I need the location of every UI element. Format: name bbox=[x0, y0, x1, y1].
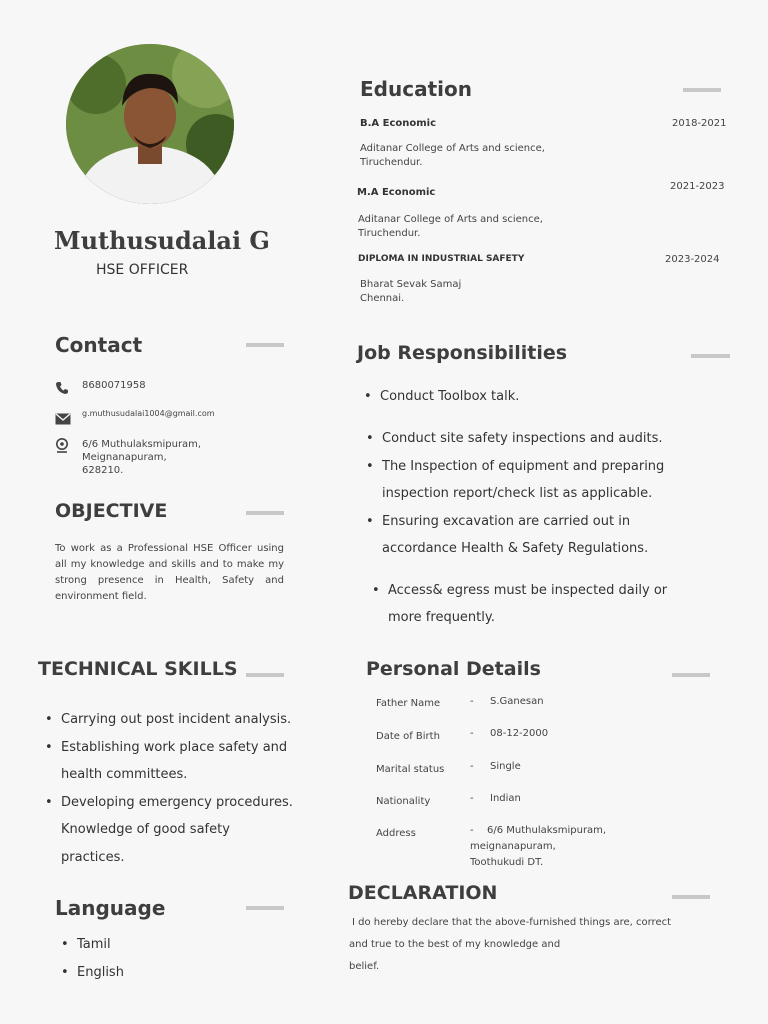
location-pin-icon bbox=[55, 438, 69, 458]
education-degree: M.A Economic bbox=[357, 187, 436, 198]
education-location: Tiruchendur. bbox=[358, 228, 421, 239]
contact-heading: Contact bbox=[55, 333, 143, 357]
personal-label: Marital status bbox=[376, 764, 445, 775]
declaration-heading: DECLARATION bbox=[348, 882, 498, 904]
education-degree: B.A Economic bbox=[360, 118, 437, 129]
personal-separator: - bbox=[470, 793, 474, 804]
personal-value: Single bbox=[490, 761, 521, 772]
personal-separator: - bbox=[470, 696, 474, 707]
contact-phone: 8680071958 bbox=[82, 380, 146, 391]
personal-address-line2: meignanapuram, bbox=[470, 841, 556, 852]
personal-label: Address bbox=[376, 828, 416, 839]
contact-email: g.muthusudalai1004@gmail.com bbox=[82, 409, 215, 418]
education-years: 2018-2021 bbox=[672, 118, 727, 129]
personal-separator: - bbox=[470, 761, 474, 772]
personal-value: S.Ganesan bbox=[490, 696, 544, 707]
declaration-line1: I do hereby declare that the above-furnished things are, correct bbox=[352, 917, 672, 928]
language-heading-bar bbox=[246, 906, 284, 910]
personal-label: Date of Birth bbox=[376, 731, 440, 742]
job-responsibilities-heading-bar bbox=[691, 354, 730, 358]
skill-item: • Establishing work place safety and bbox=[61, 740, 287, 755]
language-heading: Language bbox=[55, 896, 166, 920]
declaration-line3: belief. bbox=[349, 961, 380, 972]
education-location: Tiruchendur. bbox=[360, 157, 423, 168]
responsibility-item: • Ensuring excavation are carried out in bbox=[382, 514, 630, 529]
objective-text: To work as a Professional HSE Officer using all my knowledge and skills and to make my strong presence in Health, Safety and environment field. bbox=[55, 543, 284, 602]
education-heading: Education bbox=[360, 77, 472, 101]
skill-item: • Carrying out post incident analysis. bbox=[61, 712, 291, 727]
education-heading-bar bbox=[683, 88, 721, 92]
phone-icon bbox=[55, 380, 69, 399]
job-responsibilities-heading: Job Responsibilities bbox=[357, 342, 568, 364]
technical-skills-heading: TECHNICAL SKILLS bbox=[38, 658, 238, 680]
profile-photo bbox=[66, 44, 234, 204]
contact-address-line2: Meignanapuram, bbox=[82, 452, 167, 463]
contact-address-line3: 628210. bbox=[82, 465, 124, 476]
personal-separator: - bbox=[470, 825, 474, 836]
responsibility-item-continued: more frequently. bbox=[388, 610, 495, 625]
skill-item-continued: Knowledge of good safety bbox=[61, 822, 230, 837]
skill-item-continued: health committees. bbox=[61, 767, 188, 782]
personal-details-heading: Personal Details bbox=[366, 658, 541, 680]
personal-separator: - bbox=[470, 728, 474, 739]
responsibility-item-continued: inspection report/check list as applicable. bbox=[382, 486, 653, 501]
contact-heading-bar bbox=[246, 343, 284, 347]
education-years: 2023-2024 bbox=[665, 254, 720, 265]
personal-value: 08-12-2000 bbox=[490, 728, 549, 739]
personal-label: Father Name bbox=[376, 698, 441, 709]
education-institution: Aditanar College of Arts and science, bbox=[360, 143, 545, 154]
education-institution: Aditanar College of Arts and science, bbox=[358, 214, 543, 225]
responsibility-item-continued: accordance Health & Safety Regulations. bbox=[382, 541, 649, 556]
declaration-line2: and true to the best of my knowledge and bbox=[349, 939, 561, 950]
responsibility-item: • The Inspection of equipment and preparing bbox=[382, 459, 664, 474]
objective-heading: OBJECTIVE bbox=[55, 500, 168, 522]
personal-value: Indian bbox=[490, 793, 521, 804]
personal-address-line3: Toothukudi DT. bbox=[470, 857, 544, 868]
personal-details-heading-bar bbox=[672, 673, 710, 677]
responsibility-item: • Conduct site safety inspections and audits. bbox=[382, 431, 662, 446]
profile-title: HSE OFFICER bbox=[96, 262, 189, 278]
personal-value: 6/6 Muthulaksmipuram, bbox=[487, 825, 607, 836]
skill-item-continued: practices. bbox=[61, 850, 125, 865]
technical-skills-heading-bar bbox=[246, 673, 284, 677]
education-location: Chennai. bbox=[360, 293, 405, 304]
objective-heading-bar bbox=[246, 511, 284, 515]
contact-address-line1: 6/6 Muthulaksmipuram, bbox=[82, 439, 202, 450]
personal-label: Nationality bbox=[376, 796, 431, 807]
profile-name: Muthusudalai G bbox=[54, 226, 270, 255]
language-item: • English bbox=[77, 965, 124, 980]
education-years: 2021-2023 bbox=[670, 181, 725, 192]
profile-photo-image bbox=[66, 44, 234, 204]
envelope-icon bbox=[55, 410, 71, 429]
language-item: • Tamil bbox=[77, 937, 111, 952]
skill-item: • Developing emergency procedures. bbox=[61, 795, 293, 810]
responsibility-item: • Conduct Toolbox talk. bbox=[380, 389, 519, 404]
responsibility-item: • Access& egress must be inspected daily or bbox=[388, 583, 667, 598]
declaration-heading-bar bbox=[672, 895, 710, 899]
education-degree: DIPLOMA IN INDUSTRIAL SAFETY bbox=[358, 254, 525, 264]
education-institution: Bharat Sevak Samaj bbox=[360, 279, 462, 290]
